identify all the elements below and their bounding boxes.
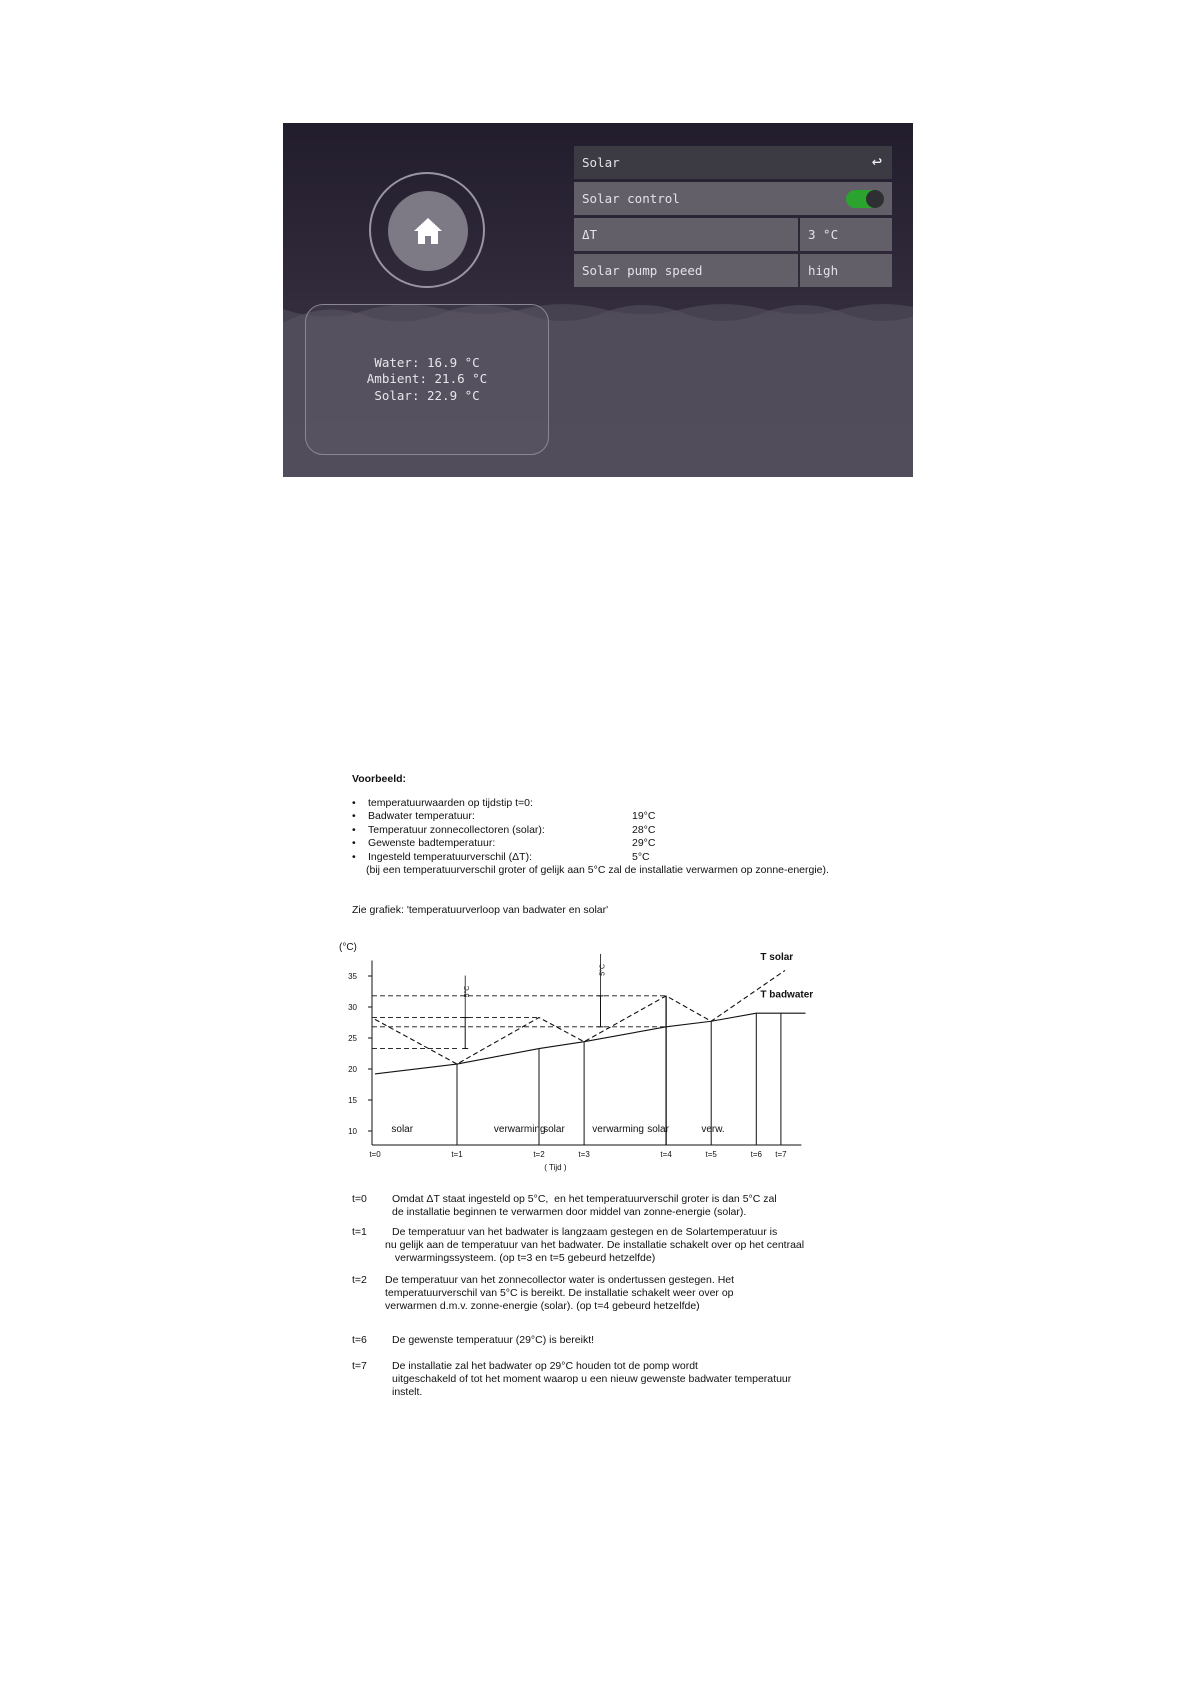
- x-axis-label: ( Tijd ): [544, 1163, 567, 1172]
- note-key: t=7: [352, 1360, 367, 1372]
- y-tick-label: 20: [348, 1065, 357, 1074]
- solar-control-label: Solar control: [582, 191, 680, 206]
- temperature-readout: [305, 304, 549, 455]
- phase-label: verwarming: [493, 1124, 546, 1135]
- solar-control-row[interactable]: [574, 182, 892, 215]
- x-tick-label: t=7: [775, 1150, 787, 1159]
- note-line: De temperatuur van het badwater is langzaam gestegen en de Solartemperatuur is: [392, 1226, 778, 1238]
- note-line: verwarmingssysteem. (op t=3 en t=5 gebeurd hetzelfde): [392, 1252, 656, 1264]
- note-key: t=2: [352, 1274, 367, 1286]
- pump-speed-label: Solar pump speed: [582, 263, 703, 278]
- note-line: Omdat ΔT staat ingesteld op 5°C, en het temperatuurverschil groter is dan 5°C zal: [392, 1193, 777, 1205]
- phase-label: solar: [543, 1124, 565, 1135]
- note-line: De installatie zal het badwater op 29°C houden tot de pomp wordt: [392, 1360, 698, 1372]
- x-tick-label: t=5: [705, 1150, 717, 1159]
- y-tick-label: 15: [348, 1096, 357, 1105]
- note-key: t=0: [352, 1193, 367, 1205]
- chart-labels: [339, 942, 813, 1172]
- home-button[interactable]: [388, 191, 468, 271]
- pump-speed-value[interactable]: high: [800, 254, 892, 287]
- y-tick-label: 10: [348, 1127, 357, 1136]
- note-line: De temperatuur van het zonnecollector water is ondertussen gestegen. Het: [385, 1274, 735, 1286]
- x-tick-label: t=2: [533, 1150, 545, 1159]
- example-bullets: [352, 797, 872, 864]
- phase-label: solar: [647, 1124, 669, 1135]
- phase-label: verw.: [701, 1124, 725, 1135]
- delta-t-value[interactable]: 3 °C: [800, 218, 892, 251]
- phase-lines: [457, 996, 781, 1145]
- series-label-solar: T solar: [760, 952, 794, 963]
- delta-t-row[interactable]: [574, 218, 798, 251]
- chart-series: [375, 954, 806, 1074]
- note-line: de installatie beginnen te verwarmen door middel van zonne-energie (solar).: [392, 1206, 747, 1218]
- y-tick-label: 35: [348, 972, 357, 981]
- y-tick-label: 30: [348, 1003, 357, 1012]
- note-line: uitgeschakeld of tot het moment waarop u een nieuw gewenste badwater temperatuur: [392, 1373, 792, 1385]
- bullet-item: • Gewenste badtemperatuur: 29°C: [352, 837, 872, 850]
- y-tick-label: 25: [348, 1034, 357, 1043]
- bullet-note: (bij een temperatuurverschil groter of gelijk aan 5°C zal de installatie verwarmen op zonne-energie).: [366, 864, 829, 876]
- note-line: temperatuurverschil van 5°C is bereikt. De installatie schakelt weer over op: [385, 1287, 734, 1299]
- y-axis-label: (°C): [339, 942, 357, 953]
- note-key: t=6: [352, 1334, 367, 1346]
- return-arrow-icon[interactable]: ↩: [871, 152, 882, 172]
- note-line: instelt.: [392, 1386, 423, 1398]
- solar-settings-screen: [283, 123, 913, 477]
- reference-lines: [372, 996, 666, 1049]
- note-key: t=1: [352, 1226, 367, 1238]
- bullet-item: • temperatuurwaarden op tijdstip t=0:: [352, 797, 872, 810]
- menu-header: [574, 146, 892, 179]
- chart-axes: [368, 961, 801, 1146]
- x-tick-label: t=0: [369, 1150, 381, 1159]
- delta-label: 5°C: [599, 963, 607, 976]
- home-icon: [412, 216, 444, 246]
- series-label-badwater: T badwater: [760, 989, 814, 1001]
- bullet-item: • Ingesteld temperatuurverschil (ΔT): 5°C: [352, 851, 872, 864]
- solar-control-toggle[interactable]: [846, 190, 884, 208]
- phase-label: verwarming: [592, 1124, 644, 1135]
- ambient-temp: Ambient: 21.6 °C: [366, 371, 488, 387]
- x-tick-label: t=1: [451, 1150, 463, 1159]
- series-line-t-badwater: [375, 1013, 806, 1074]
- chart-reference: Zie grafiek: 'temperatuurverloop van badwater en solar': [352, 904, 609, 916]
- solar-temp: Solar: 22.9 °C: [374, 387, 480, 403]
- temperature-chart: [330, 920, 850, 1180]
- bullet-item: • Badwater temperatuur: 19°C: [352, 810, 872, 823]
- note-line: nu gelijk aan de temperatuur van het badwater. De installatie schakelt over op het centraal: [385, 1239, 805, 1251]
- menu-title: Solar: [582, 155, 620, 170]
- bullet-item: • Temperatuur zonnecollectoren (solar): 28°C: [352, 824, 872, 837]
- delta-t-label: ΔT: [582, 227, 598, 242]
- delta-label: 5°C: [464, 985, 472, 998]
- phase-label: solar: [391, 1124, 414, 1135]
- note-line: verwarmen d.m.v. zonne-energie (solar). (op t=4 gebeurd hetzelfde): [385, 1300, 700, 1312]
- x-tick-label: t=3: [578, 1150, 590, 1159]
- x-tick-label: t=4: [660, 1150, 672, 1159]
- note-line: De gewenste temperatuur (29°C) is bereikt!: [392, 1334, 595, 1346]
- water-temp: Water: 16.9 °C: [374, 354, 480, 370]
- pump-speed-row[interactable]: [574, 254, 798, 287]
- x-tick-label: t=6: [750, 1150, 762, 1159]
- doc-heading: Voorbeeld:: [352, 773, 407, 785]
